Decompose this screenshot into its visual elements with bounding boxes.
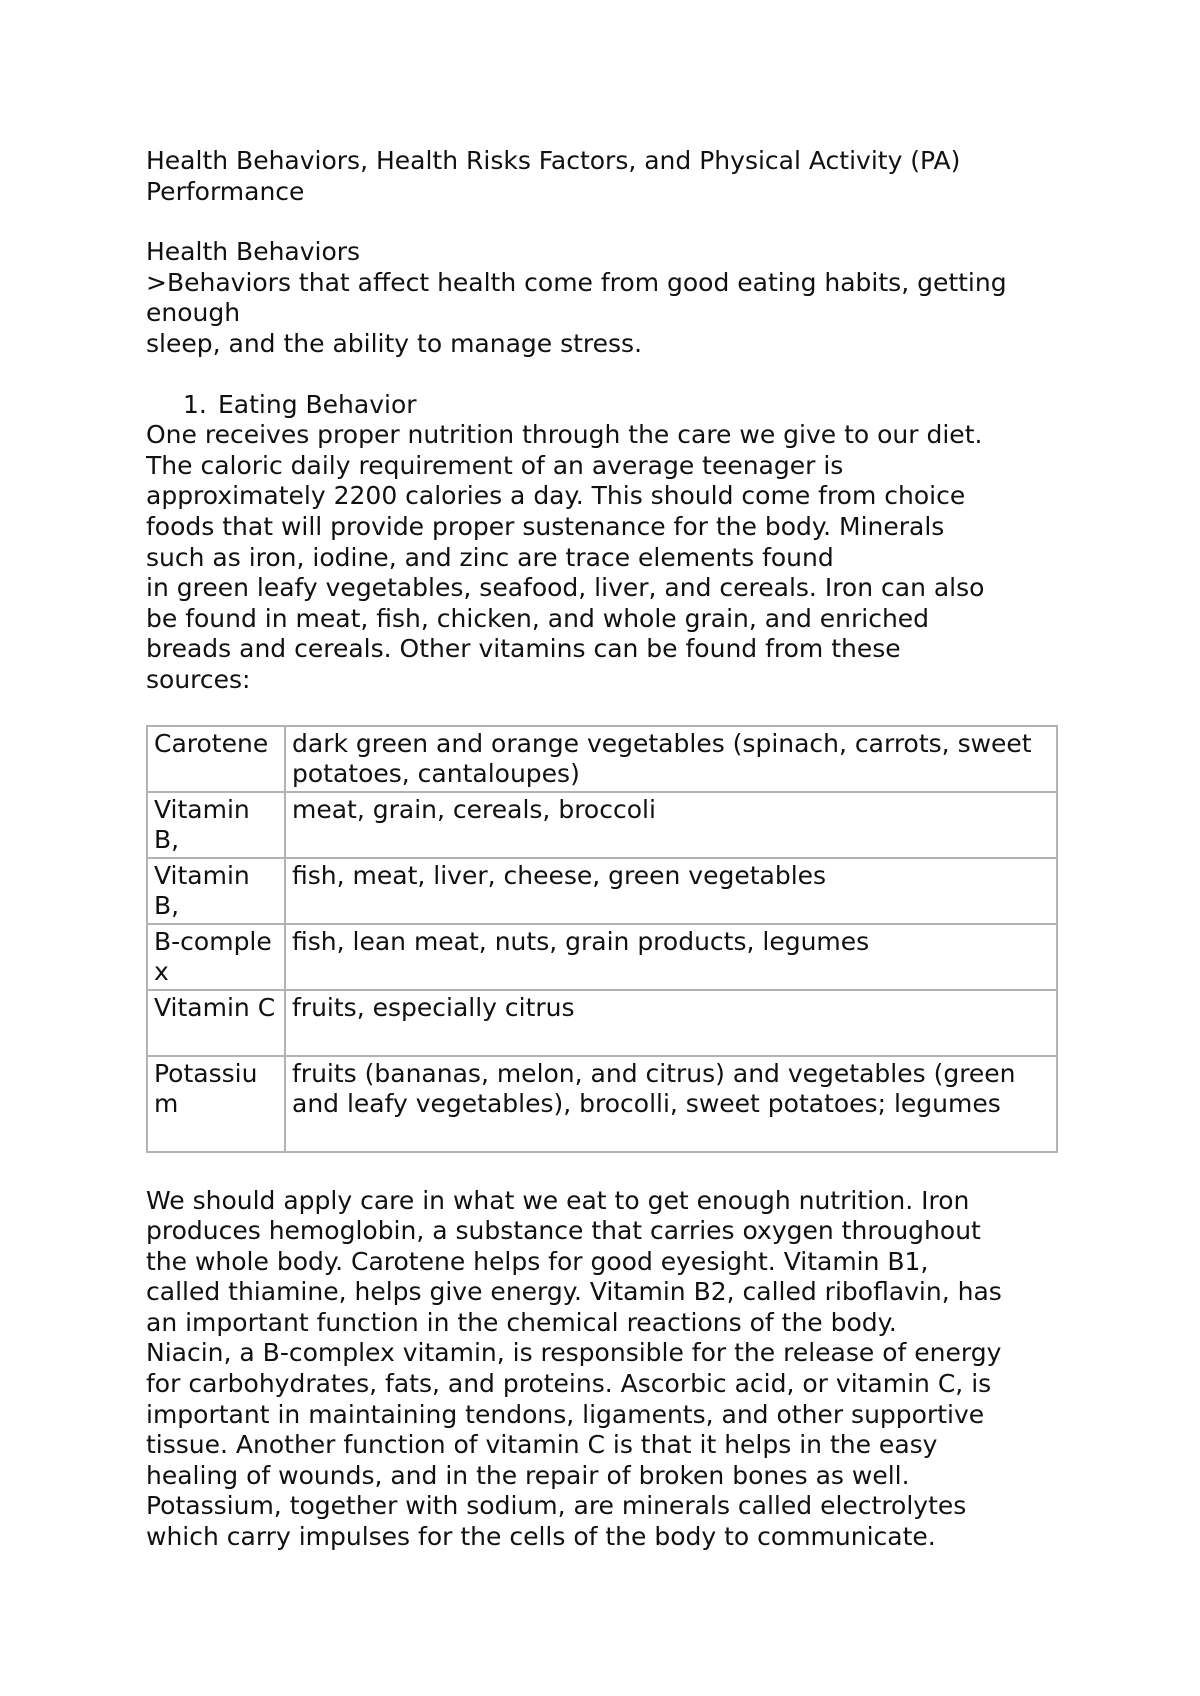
intro-line: sleep, and the ability to manage stress. [146, 328, 643, 358]
list-number: 1. [183, 389, 207, 419]
paragraph-line: breads and cereals. Other vitamins can be found from these [146, 634, 901, 664]
paragraph-line: which carry impulses for the cells of the body to communicate. [146, 1522, 936, 1552]
paragraph-line: The caloric daily requirement of an average teenager is [146, 450, 844, 480]
nutrient-cell: Vitamin C [147, 990, 285, 1056]
list-label: Eating Behavior [218, 389, 417, 419]
paragraph-line: such as iron, iodine, and zinc are trace elements found [146, 542, 834, 572]
nutrient-cell: Potassium [147, 1056, 285, 1152]
paragraph-line: the whole body. Carotene helps for good eyesight. Vitamin B1, [146, 1246, 929, 1276]
nutrient-cell: Carotene [147, 726, 285, 792]
table-row [147, 990, 1057, 1056]
paragraph-line: approximately 2200 calories a day. This should come from choice [146, 481, 966, 511]
paragraph-line: We should apply care in what we eat to get enough nutrition. Iron [146, 1185, 970, 1215]
sources-cell: meat, grain, cereals, broccoli [285, 792, 1057, 858]
title-line: Health Behaviors, Health Risks Factors, and Physical Activity (PA) [146, 146, 961, 175]
paragraph-line: in green leafy vegetables, seafood, liver, and cereals. Iron can also [146, 573, 985, 603]
paragraph-line: One receives proper nutrition through the care we give to our diet. [146, 420, 983, 450]
sources-cell: fish, lean meat, nuts, grain products, legumes [285, 924, 1057, 990]
nutrient-cell: Vitamin B, [147, 792, 285, 858]
paragraph-line: for carbohydrates, fats, and proteins. Ascorbic acid, or vitamin C, is [146, 1369, 992, 1399]
numbered-list-item [146, 390, 1066, 421]
paragraph-line: produces hemoglobin, a substance that carries oxygen throughout [146, 1216, 981, 1246]
nutrient-cell: Vitamin B, [147, 858, 285, 924]
paragraph-line: Potassium, together with sodium, are minerals called electrolytes [146, 1491, 967, 1521]
paragraph-line: foods that will provide proper sustenance for the body. Minerals [146, 511, 945, 541]
paragraph-line: tissue. Another function of vitamin C is that it helps in the easy [146, 1430, 938, 1460]
paragraph-nutrition [146, 1186, 1066, 1553]
sources-cell: fish, meat, liver, cheese, green vegetables [285, 858, 1057, 924]
document-title [146, 146, 1066, 207]
paragraph-line: be found in meat, fish, chicken, and whole grain, and enriched [146, 603, 930, 633]
paragraph-line: Niacin, a B-complex vitamin, is responsible for the release of energy [146, 1338, 1002, 1368]
title-line: Performance [146, 176, 305, 206]
table-row [147, 726, 1057, 792]
sources-cell: fruits (bananas, melon, and citrus) and vegetables (green and leafy vegetables), brocolli, sweet potatoes; legumes [285, 1056, 1057, 1152]
document-page [146, 146, 1066, 1553]
intro-line: enough [146, 298, 241, 328]
sources-cell: fruits, especially citrus [285, 990, 1057, 1056]
paragraph-line: an important function in the chemical reactions of the body. [146, 1307, 897, 1337]
paragraph-line: important in maintaining tendons, ligaments, and other supportive [146, 1399, 985, 1429]
table-row [147, 858, 1057, 924]
section-heading: Health Behaviors [146, 237, 361, 267]
paragraph-line: sources: [146, 664, 251, 694]
paragraph-line: called thiamine, helps give energy. Vitamin B2, called riboflavin, has [146, 1277, 1002, 1307]
paragraph-eating [146, 420, 1066, 695]
sources-cell: dark green and orange vegetables (spinach, carrots, sweet potatoes, cantaloupes) [285, 726, 1057, 792]
health-behaviors-section [146, 237, 1066, 359]
intro-line: >Behaviors that affect health come from good eating habits, getting [146, 267, 1007, 297]
table-row [147, 924, 1057, 990]
table-row [147, 1056, 1057, 1152]
nutrient-cell: B-complex [147, 924, 285, 990]
vitamin-sources-table [146, 725, 1058, 1153]
paragraph-line: healing of wounds, and in the repair of broken bones as well. [146, 1460, 910, 1490]
table-row [147, 792, 1057, 858]
